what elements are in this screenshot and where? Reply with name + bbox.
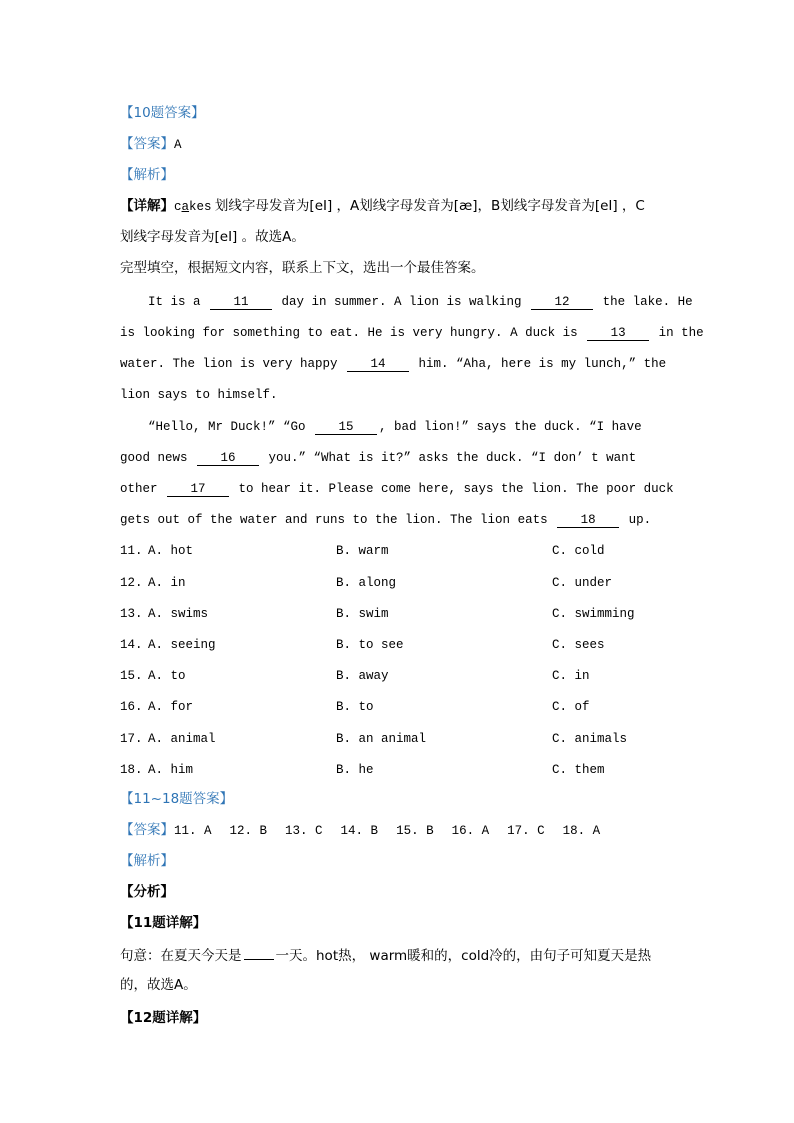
blank-18: 18 [557, 513, 619, 528]
q11-detail-line2: 的，故选A。 [120, 977, 197, 993]
option-c: C. under [552, 576, 613, 590]
passage-text: good news [120, 451, 196, 465]
answer-item: 18. A [562, 824, 601, 838]
answer-item: 12. B [229, 824, 268, 838]
option-a: A. animal [148, 732, 216, 746]
passage-text: to hear it. Please come here, says the lion. The poor duck [231, 482, 674, 496]
blank-17: 17 [167, 482, 229, 497]
passage-text: him. “Aha, here is my lunch,” the [411, 357, 667, 371]
option-c: C. cold [552, 544, 605, 558]
q11-text: 句意：在夏天今天是 [120, 948, 242, 964]
passage-line [148, 418, 642, 436]
option-b: B. to [336, 700, 374, 714]
detail-text: 划线字母发音为[eI] ，A划线字母发音为[æ]，B划线字母发音为[eI] ，C [214, 198, 645, 214]
passage-text: day in summer. A lion is walking [274, 295, 530, 309]
option-number: 18. [120, 763, 143, 777]
option-a: A. him [148, 763, 194, 777]
q11-detail-line1 [120, 947, 651, 965]
option-number: 12. [120, 576, 143, 590]
section10-detail-line1 [120, 197, 645, 216]
word-part: kes [189, 200, 212, 214]
option-a: A. swims [148, 607, 209, 621]
fenxi-label: 【分析】 [120, 884, 174, 900]
option-c: C. sees [552, 638, 605, 652]
option-number: 11. [120, 544, 143, 558]
passage-text: It is a [148, 295, 209, 309]
option-b: B. an animal [336, 732, 427, 746]
passage-text: you.” “What is it?” asks the duck. “I don’ t want [261, 451, 637, 465]
option-c: C. in [552, 669, 590, 683]
option-a: A. for [148, 700, 194, 714]
section11-18-answers [120, 821, 618, 840]
underlined-letter: a [181, 200, 190, 214]
option-a: A. hot [148, 544, 194, 558]
option-number: 13. [120, 607, 143, 621]
blank-14: 14 [347, 357, 409, 372]
blank-12: 12 [531, 295, 593, 310]
word-part: c [174, 200, 182, 214]
option-a: A. to [148, 669, 186, 683]
passage-text: gets out of the water and runs to the lion. The lion eats [120, 513, 556, 527]
q11-text: 一天。hot热， warm暖和的，cold冷的，由句子可知夏天是热 [275, 948, 652, 964]
passage-line [120, 511, 651, 529]
option-number: 15. [120, 669, 143, 683]
cloze-instruction: 完型填空，根据短文内容，联系上下文，选出一个最佳答案。 [120, 260, 485, 276]
answer-item: 14. B [340, 824, 379, 838]
detail-label: 【详解】 [120, 198, 174, 214]
answer-item: 15. B [396, 824, 434, 838]
q11-detail-label: 【11题详解】 [120, 915, 207, 931]
passage-text: is looking for something to eat. He is very hungry. A duck is [120, 326, 586, 340]
answer-item: 16. A [451, 824, 490, 838]
option-b: B. away [336, 669, 389, 683]
passage-line [120, 449, 636, 467]
option-number: 17. [120, 732, 143, 746]
passage-text: in the [651, 326, 704, 340]
answer-item: 17. C [507, 824, 545, 838]
blank-16: 16 [197, 451, 259, 466]
passage-text: , bad lion!” says the duck. “I have [379, 420, 642, 434]
blank-11: 11 [210, 295, 272, 310]
passage-line: lion says to himself. [120, 388, 278, 402]
passage-line [120, 480, 674, 498]
option-b: B. to see [336, 638, 404, 652]
section10-detail-line2: 划线字母发音为[eI] 。故选A。 [120, 229, 305, 245]
passage-text: water. The lion is very happy [120, 357, 346, 371]
passage-text: up. [621, 513, 652, 527]
section11-18-analysis-label: 【解析】 [120, 853, 174, 869]
passage-line [120, 355, 666, 373]
answer-label: 【答案】 [120, 822, 174, 838]
option-c: C. animals [552, 732, 628, 746]
section11-18-heading: 【11~18题答案】 [120, 791, 234, 807]
section10-analysis-label: 【解析】 [120, 167, 174, 183]
option-c: C. of [552, 700, 590, 714]
section10-heading: 【10题答案】 [120, 105, 205, 121]
answer-item: 11. A [174, 824, 212, 838]
option-number: 16. [120, 700, 143, 714]
option-b: B. he [336, 763, 374, 777]
option-b: B. warm [336, 544, 389, 558]
blank-13: 13 [587, 326, 649, 341]
option-a: A. seeing [148, 638, 216, 652]
option-c: C. swimming [552, 607, 635, 621]
detail-word [174, 200, 212, 214]
answer-list [174, 824, 618, 838]
option-a: A. in [148, 576, 186, 590]
answer-item: 13. C [285, 824, 323, 838]
option-b: B. along [336, 576, 397, 590]
option-number: 14. [120, 638, 143, 652]
passage-text: the lake. He [595, 295, 693, 309]
passage-text: “Hello, Mr Duck!” “Go [148, 420, 314, 434]
answer-label: 【答案】 [120, 136, 174, 152]
q11-blank [244, 959, 274, 960]
answer-value: A [174, 138, 182, 152]
option-c: C. them [552, 763, 605, 777]
passage-text: other [120, 482, 166, 496]
passage-line [148, 293, 693, 311]
option-b: B. swim [336, 607, 389, 621]
passage-line [120, 324, 704, 342]
q12-detail-label: 【12题详解】 [120, 1010, 207, 1026]
section10-answer [120, 135, 182, 154]
blank-15: 15 [315, 420, 377, 435]
